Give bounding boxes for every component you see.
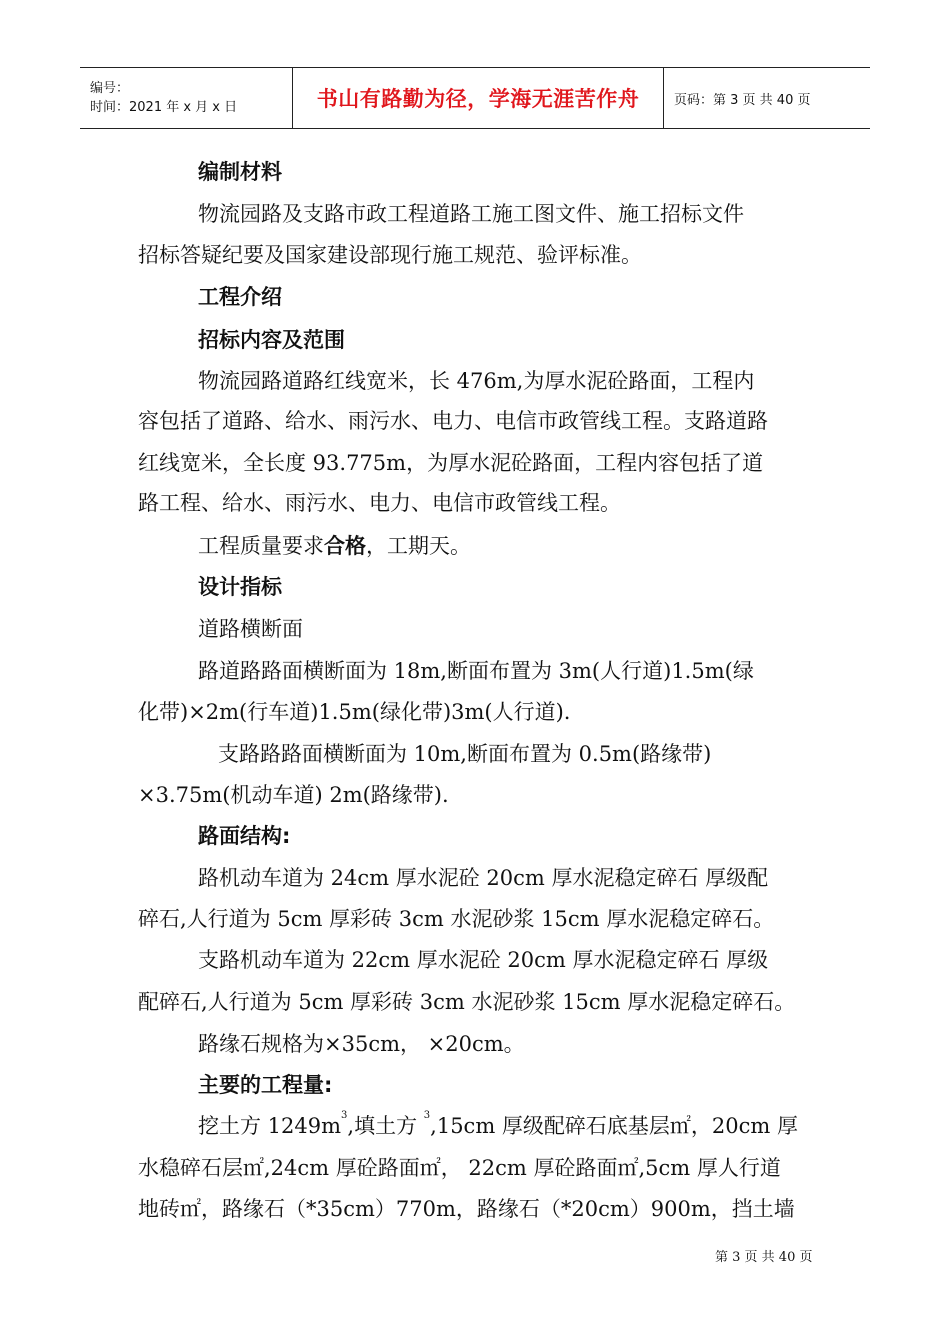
page-footer: 第 3 页 共 40 页: [715, 1250, 813, 1265]
quality-emphasis: 合格: [324, 534, 366, 558]
paragraph-line: [198, 1112, 798, 1140]
page-header: [80, 67, 870, 129]
superscript: 3: [341, 1110, 348, 1121]
paragraph-line: 配碎石,人行道为 5cm 厚彩砖 3cm 水泥砂浆 15cm 厚水泥稳定碎石。: [138, 990, 796, 1014]
paragraph-line: 路道路路面横断面为 18m,断面布置为 3m(人行道)1.5m(绿: [198, 659, 754, 683]
superscript: 3: [423, 1110, 431, 1121]
heading-quantities: 主要的工程量:: [198, 1073, 333, 1097]
paragraph-line: 物流园路及支路市政工程道路工施工图文件、施工招标文件: [198, 202, 744, 226]
quality-text-tail: ，工期天。: [366, 534, 471, 558]
paragraph-line: 招标答疑纪要及国家建设部现行施工规范、验评标准。: [138, 243, 642, 267]
subheading-cross-section: 道路横断面: [198, 617, 303, 641]
header-page: 页码：第 3 页 共 40 页: [664, 68, 871, 129]
quality-text: 工程质量要求: [198, 534, 324, 558]
heading-structure: 路面结构:: [198, 824, 291, 848]
header-time: 时间：2021 年 x 月 x 日: [90, 100, 238, 115]
qty-text: 挖土方 1249m: [198, 1114, 342, 1138]
paragraph-line: 容包括了道路、给水、雨污水、电力、电信市政管线工程。支路道路: [138, 409, 768, 433]
paragraph-line: 碎石,人行道为 5cm 厚彩砖 3cm 水泥砂浆 15cm 厚水泥稳定碎石。: [138, 907, 775, 931]
header-number: 编号：: [90, 81, 130, 96]
paragraph-line: 支路路路面横断面为 10m,断面布置为 0.5m(路缘带): [218, 742, 712, 766]
paragraph-line: 路工程、给水、雨污水、电力、电信市政管线工程。: [138, 491, 621, 515]
paragraph-line: 红线宽米，全长度 93.775m，为厚水泥砼路面，工程内容包括了道: [138, 451, 764, 475]
paragraph-line: 地砖㎡，路缘石（*35cm）770m，路缘石（*20cm）900m，挡土墙: [138, 1197, 795, 1221]
paragraph-line: 水稳碎石层㎡,24cm 厚砼路面㎡， 22cm 厚砼路面㎡,5cm 厚人行道: [138, 1156, 781, 1180]
paragraph-line: 支路机动车道为 22cm 厚水泥砼 20cm 厚水泥稳定碎石 厚级: [198, 948, 769, 972]
qty-text: ,15cm 厚级配碎石底基层㎡，20cm 厚: [430, 1114, 798, 1138]
header-motto: 书山有路勤为径，学海无涯苦作舟: [293, 68, 664, 129]
paragraph-line: 路机动车道为 24cm 厚水泥砼 20cm 厚水泥稳定碎石 厚级配: [198, 866, 769, 890]
heading-design: 设计指标: [198, 575, 282, 599]
heading-project: 工程介绍: [198, 285, 282, 309]
paragraph-line: 路缘石规格为×35cm， ×20cm。: [198, 1032, 525, 1056]
paragraph-line: 化带)×2m(行车道)1.5m(绿化带)3m(人行道).: [138, 700, 571, 724]
qty-text: ,填土方: [347, 1114, 424, 1138]
header-meta: [80, 68, 293, 129]
heading-scope: 招标内容及范围: [198, 328, 345, 352]
heading-materials: 编制材料: [198, 160, 282, 184]
paragraph-line: 物流园路道路红线宽米，长 476m,为厚水泥砼路面，工程内: [198, 369, 755, 393]
paragraph-quality: [198, 532, 471, 560]
paragraph-line: ×3.75m(机动车道) 2m(路缘带).: [138, 783, 449, 807]
